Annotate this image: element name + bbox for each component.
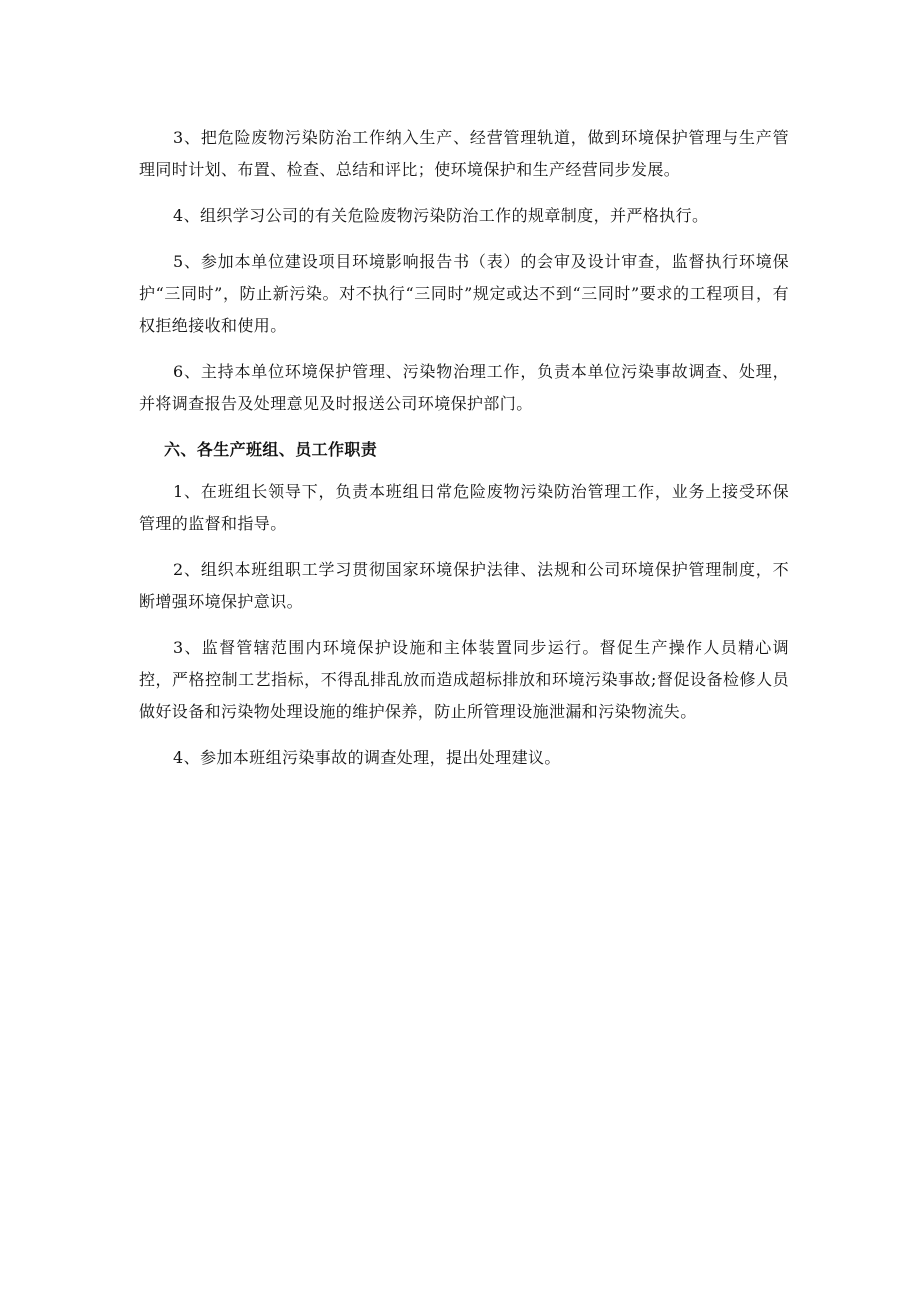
paragraph-team-duty-4: 4、参加本班组污染事故的调查处理，提出处理建议。 [173, 748, 561, 767]
paragraph-duty-3: 3、把危险废物污染防治工作纳入生产、经营管理轨道，做到环境保护管理与生产管理同时计划、布置、检查、总结和评比；使环境保护和生产经营同步发展。 [139, 128, 789, 179]
document-body [139, 122, 789, 788]
paragraph-team-duty-2: 2、组织本班组职工学习贯彻国家环境保护法律、法规和公司环境保护管理制度，不断增强环境保护意识。 [139, 560, 789, 611]
section-heading: 六、各生产班组、员工作职责 [164, 440, 378, 459]
paragraph-duty-4: 4、组织学习公司的有关危险废物污染防治工作的规章制度，并严格执行。 [173, 206, 709, 225]
paragraph-duty-5: 5、参加本单位建设项目环境影响报告书（表）的会审及设计审查，监督执行环境保护“三同时”，防止新污染。对不执行“三同时”规定或达不到“三同时”要求的工程项目，有权拒绝接收和使用。 [139, 252, 789, 335]
paragraph-duty-6: 6、主持本单位环境保护管理、污染物治理工作，负责本单位污染事故调查、处理，并将调查报告及处理意见及时报送公司环境保护部门。 [139, 362, 789, 413]
paragraph-team-duty-3: 3、监督管辖范围内环境保护设施和主体装置同步运行。督促生产操作人员精心调控，严格控制工艺指标，不得乱排乱放而造成超标排放和环境污染事故;督促设备检修人员做好设备和污染物处理设施的维护保养，防止所管理设施泄漏和污染物流失。 [139, 638, 789, 721]
paragraph-team-duty-1: 1、在班组长领导下，负责本班组日常危险废物污染防治管理工作，业务上接受环保管理的监督和指导。 [139, 482, 789, 533]
